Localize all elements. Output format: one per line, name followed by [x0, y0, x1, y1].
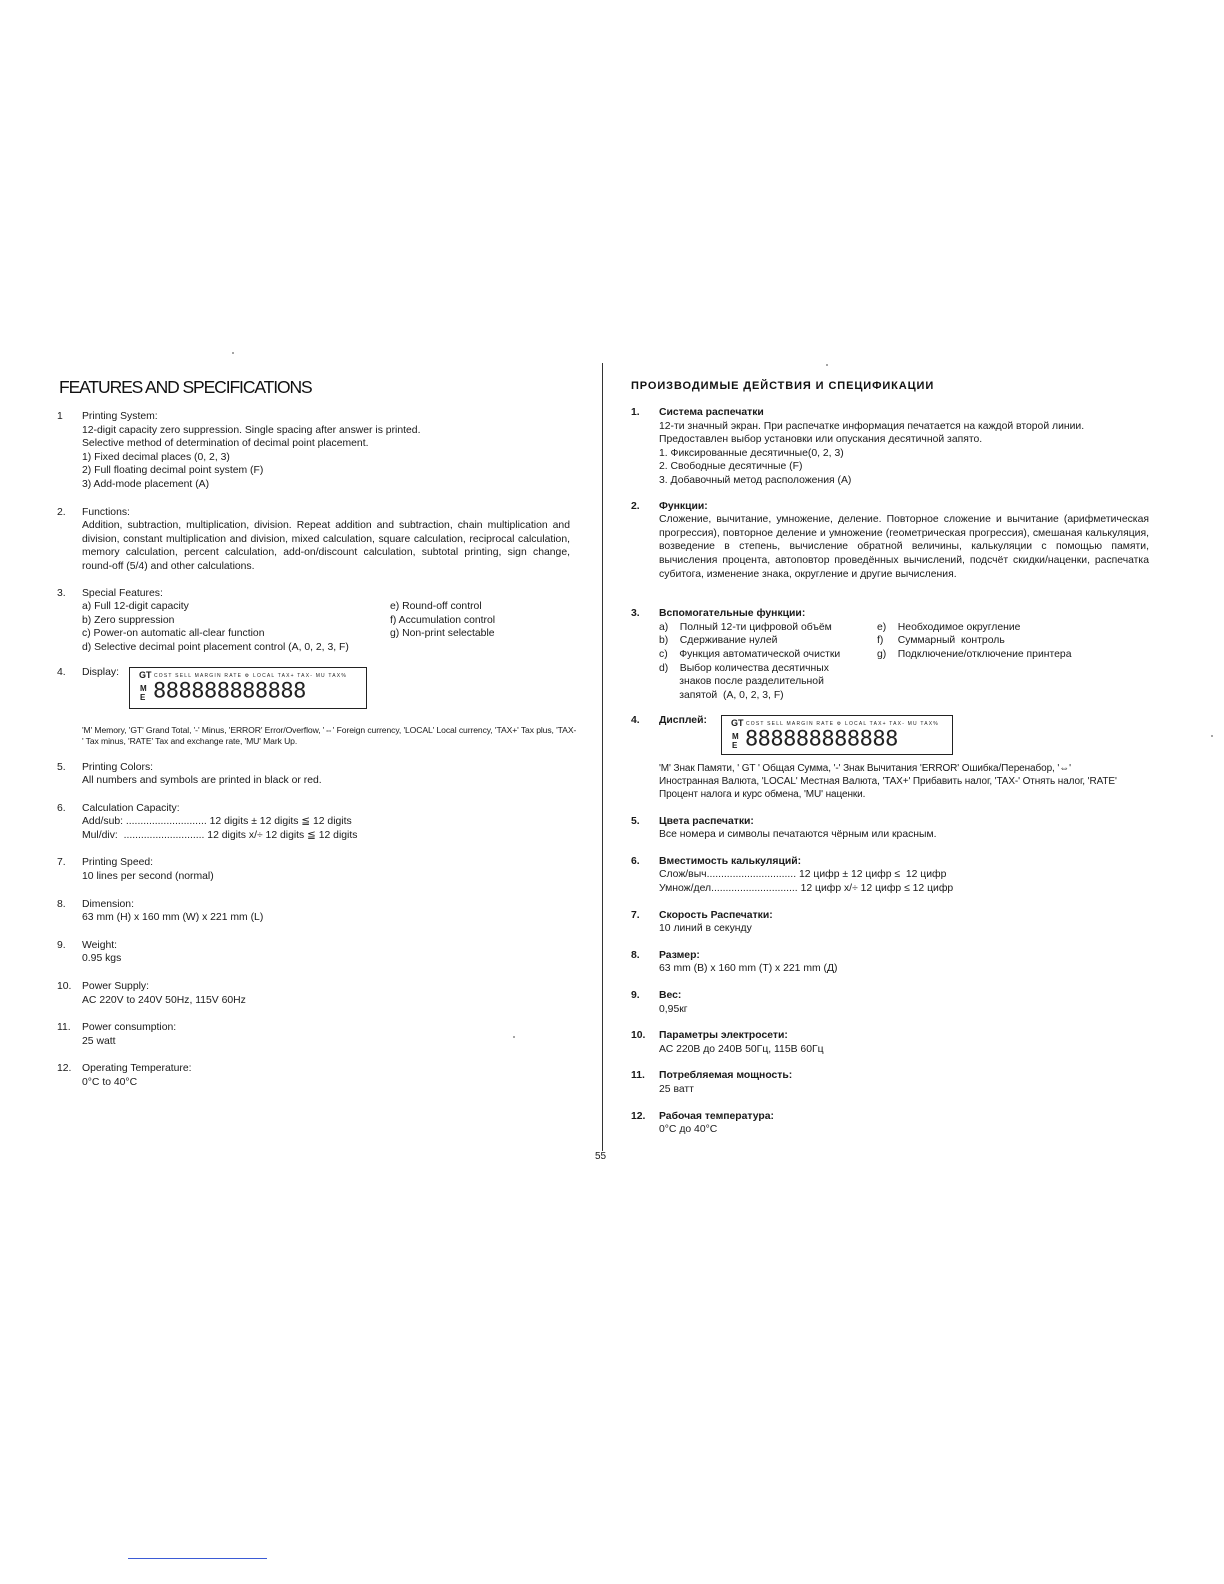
item-heading: Printing System:	[82, 411, 158, 422]
feature-line: g) Non-print selectable	[390, 628, 495, 640]
item-line: 0.95 kgs	[82, 953, 122, 965]
spec-item-dimension-ru	[631, 949, 1171, 976]
item-line: 0,95кг	[659, 1003, 688, 1015]
item-heading: Power consumption:	[82, 1022, 177, 1034]
item-line: Предоставлен выбор установки или опускания десятичной запято.	[659, 434, 983, 446]
spec-item-printing-colors	[57, 761, 577, 788]
feature-line: d) Выбор количества десятичных	[659, 662, 829, 674]
item-line: Умнож/дел.............................. 12 цифр x/÷ 12 цифр ≤ 12 цифр	[659, 883, 954, 895]
spec-item-printing-colors-ru	[631, 815, 1171, 842]
item-heading: Дисплей:	[659, 715, 707, 727]
item-heading: Цвета распечатки:	[659, 815, 754, 827]
lcd-error-indicator: E	[731, 741, 738, 751]
item-line: Слож/выч............................... 12 цифр ± 12 цифр ≤ 12 цифр	[659, 869, 947, 881]
item-line: АС 220В до 240В 50Гц, 115В 60Гц	[659, 1043, 824, 1055]
spec-item-functions-ru	[631, 500, 1171, 582]
lcd-indicator-labels: COST SELL MARGIN RATE ⚙ LOCAL TAX+ TAX- MU TAX%	[745, 721, 939, 728]
spec-item-weight-ru	[631, 989, 1171, 1016]
spec-item-printing-system	[57, 410, 577, 492]
feature-line: e) Необходимое округление	[877, 621, 1021, 633]
feature-line: c) Power-on automatic all-clear function	[82, 628, 265, 640]
features-ru-column	[631, 377, 1171, 1137]
spec-item-operating-temperature-ru	[631, 1110, 1171, 1137]
feature-line: b) Сдерживание нулей	[659, 635, 778, 647]
item-number: 7.	[631, 909, 640, 921]
scan-speck	[826, 364, 828, 366]
item-heading: Display:	[82, 666, 119, 678]
spec-item-printing-speed-ru	[631, 909, 1171, 936]
item-heading: Вспомогательные функции:	[659, 608, 806, 620]
item-heading: Вес:	[659, 990, 682, 1002]
feature-line: знаков после разделительной	[659, 676, 824, 688]
feature-line: d) Selective decimal point placement control (A, 0, 2, 3, F)	[82, 641, 349, 653]
item-number: 1	[57, 411, 63, 422]
item-line: 0°C to 40°C	[82, 1077, 138, 1088]
item-heading: Dimension:	[82, 898, 134, 910]
item-line: 1) Fixed decimal places (0, 2, 3)	[82, 451, 230, 463]
lcd-error-indicator: E	[139, 692, 146, 702]
item-line: 3. Добавочный метод расположения (А)	[659, 474, 852, 486]
item-number: 10.	[631, 1030, 646, 1042]
spec-item-weight	[57, 939, 577, 966]
item-heading: Потребляемая мощность:	[659, 1070, 793, 1082]
item-line: 25 ватт	[659, 1083, 694, 1095]
item-number: 9.	[57, 939, 66, 951]
lcd-indicator-labels: COST SELL MARGIN RATE ⚙ LOCAL TAX+ TAX- MU TAX%	[153, 672, 347, 679]
item-number: 4.	[631, 715, 640, 727]
spec-item-power-consumption	[57, 1021, 577, 1048]
spec-item-special-features	[57, 587, 577, 655]
item-line: Mul/div: ............................ 12 digits x/÷ 12 digits ≦ 12 digits	[82, 829, 358, 841]
item-heading: Скорость Распечатки:	[659, 909, 773, 921]
item-heading: Параметры электросети:	[659, 1030, 788, 1042]
feature-line: c) Функция автоматической очистки	[659, 648, 841, 660]
scan-speck	[232, 352, 234, 354]
item-heading: Функции:	[659, 500, 708, 512]
lcd-digits: 888888888888	[744, 727, 898, 752]
column-divider	[602, 363, 603, 1151]
lcd-gt-indicator: GT	[730, 718, 744, 729]
item-heading: Рабочая температура:	[659, 1110, 775, 1122]
item-heading: Printing Colors:	[82, 761, 154, 773]
page-number: 55	[595, 1151, 607, 1162]
spec-item-power-supply	[57, 980, 577, 1007]
footer-rule	[128, 1558, 267, 1559]
item-line: Add/sub: ............................ 12 digits ± 12 digits ≦ 12 digits	[82, 816, 352, 828]
feature-line: e) Round-off control	[390, 601, 482, 613]
item-heading: Power Supply:	[82, 981, 149, 993]
item-number: 6.	[631, 855, 640, 867]
item-line: 25 watt	[82, 1035, 116, 1047]
item-number: 10.	[57, 981, 72, 993]
page-title-ru: ПРОИЗВОДИМЫЕ ДЕЙСТВИЯ И СПЕЦИФИКАЦИИ	[631, 380, 935, 392]
features-en-column	[57, 377, 577, 1090]
item-number: 2.	[631, 500, 640, 512]
item-number: 8.	[57, 898, 66, 910]
page-title-en: FEATURES AND SPECIFICATIONS	[59, 377, 312, 397]
item-number: 4.	[57, 666, 66, 678]
spec-item-power-supply-ru	[631, 1029, 1171, 1056]
item-heading: Размер:	[659, 949, 700, 961]
item-number: 2.	[57, 506, 66, 518]
item-line: Все номера и символы печатаются чёрным или красным.	[659, 829, 937, 841]
spec-item-printing-system-ru	[631, 406, 1171, 488]
spec-item-calculation-capacity	[57, 802, 577, 843]
feature-line: f) Суммарный контроль	[877, 635, 1005, 647]
item-number: 3.	[631, 608, 640, 620]
item-number: 1.	[631, 407, 640, 418]
item-line: Selective method of determination of decimal point placement.	[82, 438, 369, 450]
item-line: 12-ти значный экран. При распечатке информация печатается на каждой второй линии.	[659, 420, 1085, 432]
item-number: 3.	[57, 587, 66, 599]
lcd-display-diagram	[129, 667, 367, 709]
spec-item-power-consumption-ru	[631, 1069, 1171, 1096]
item-text: Сложение, вычитание, умножение, деление. Повторное сложение и вычитание (арифметическая прогрессия), повторное деление и умножение (геометрическая прогрессия), смешаная калькуляция, возведение в степень, вычисление обратной величины, калькуляции с помощью памяти, вычисления процента, автоповтор проведённых вычислений, подсчёт скидки/наценки, распечатка субитога, изменение знака, округление и другие вычисления.	[659, 514, 1149, 580]
item-heading: Special Features:	[82, 587, 163, 599]
display-legend-note: 'M' Memory, 'GT' Grand Total, '-' Minus, 'ERROR' Error/Overflow, '⇔' Foreign currency, 'LOCAL' Local currency, 'TAX+' Tax plus, 'TAX-' Tax minus, 'RATE' Tax and exchange rate, 'MU' Mark Up.	[82, 724, 577, 746]
item-number: 12.	[631, 1110, 646, 1122]
scan-speck	[513, 1036, 515, 1038]
feature-line: a) Полный 12-ти цифровой объём	[659, 621, 832, 633]
spec-item-functions	[57, 506, 577, 574]
lcd-gt-indicator: GT	[138, 669, 152, 680]
item-line: 1. Фиксированные десятичные(0, 2, 3)	[659, 447, 844, 459]
display-legend-note: 'M' Знак Памяти, ' GT ' Общая Сумма, '-' Знак Вычитания 'ERROR' Ошибка/Перенабор, '⇔' Иностранная Валюта, 'LOCAL' Местная Валюта, 'TAX+' Прибавить налог, 'TAX-' Отнять налог, 'RATE' Процент налога и курс обмена, 'MU' наценки.	[659, 763, 1117, 800]
item-line: 63 mm (В) x 160 mm (Т) x 221 mm (Д)	[659, 963, 838, 975]
item-number: 9.	[631, 990, 640, 1002]
item-line: 10 линий в секунду	[659, 923, 752, 935]
item-heading: Calculation Capacity:	[82, 802, 180, 814]
spec-item-calculation-capacity-ru	[631, 855, 1171, 896]
item-text: Addition, subtraction, multiplication, division. Repeat addition and subtraction, chain multiplication and division, constant multiplication and division, mixed calculation, square calculation, reciprocal calculation, memory calculation, percent calculation, add-on/discount calculation, subtotal printing, sign change, round-off (5/4) and other calculations.	[82, 520, 570, 572]
lcd-memory-indicator: M	[731, 732, 739, 742]
item-heading: Вместимость калькуляций:	[659, 855, 802, 867]
item-line: 3) Add-mode placement (A)	[82, 478, 210, 490]
item-line: 0°С до 40°С	[659, 1124, 718, 1136]
item-number: 5.	[631, 815, 640, 827]
feature-line: запятой (A, 0, 2, 3, F)	[659, 689, 784, 701]
item-line: 10 lines per second (normal)	[82, 871, 214, 883]
spec-item-display-ru	[631, 714, 1171, 801]
spec-item-special-features-ru	[631, 607, 1171, 702]
item-number: 11.	[57, 1022, 71, 1034]
item-line: 63 mm (H) x 160 mm (W) x 221 mm (L)	[82, 912, 264, 924]
feature-line: f) Accumulation control	[390, 614, 496, 626]
item-line: AC 220V to 240V 50Hz, 115V 60Hz	[82, 994, 246, 1006]
spec-item-operating-temperature	[57, 1062, 577, 1089]
item-number: 8.	[631, 949, 640, 961]
item-number: 7.	[57, 857, 66, 869]
item-heading: Operating Temperature:	[82, 1063, 192, 1075]
scan-speck	[1211, 735, 1213, 737]
item-heading: Printing Speed:	[82, 857, 154, 869]
item-heading: Functions:	[82, 506, 130, 518]
feature-line: a) Full 12-digit capacity	[82, 601, 189, 613]
feature-line: b) Zero suppression	[82, 614, 175, 626]
spec-item-dimension	[57, 898, 577, 925]
lcd-digits: 888888888888	[152, 679, 306, 703]
item-number: 11.	[631, 1070, 645, 1082]
item-number: 12.	[57, 1063, 72, 1075]
spec-item-display	[57, 666, 577, 748]
item-line: 12-digit capacity zero suppression. Single spacing after answer is printed.	[82, 424, 421, 436]
item-line: 2) Full floating decimal point system (F)	[82, 465, 264, 477]
lcd-memory-indicator: M	[139, 683, 147, 693]
item-number: 6.	[57, 802, 66, 814]
feature-line: g) Подключение/отключение принтера	[877, 648, 1072, 660]
item-heading: Weight:	[82, 939, 118, 951]
spec-item-printing-speed	[57, 856, 577, 883]
item-line: 2. Свободные десятичные (F)	[659, 461, 803, 473]
item-heading: Система распечатки	[659, 407, 764, 418]
lcd-display-diagram	[721, 715, 953, 755]
item-number: 5.	[57, 761, 66, 773]
item-line: All numbers and symbols are printed in black or red.	[82, 775, 322, 787]
